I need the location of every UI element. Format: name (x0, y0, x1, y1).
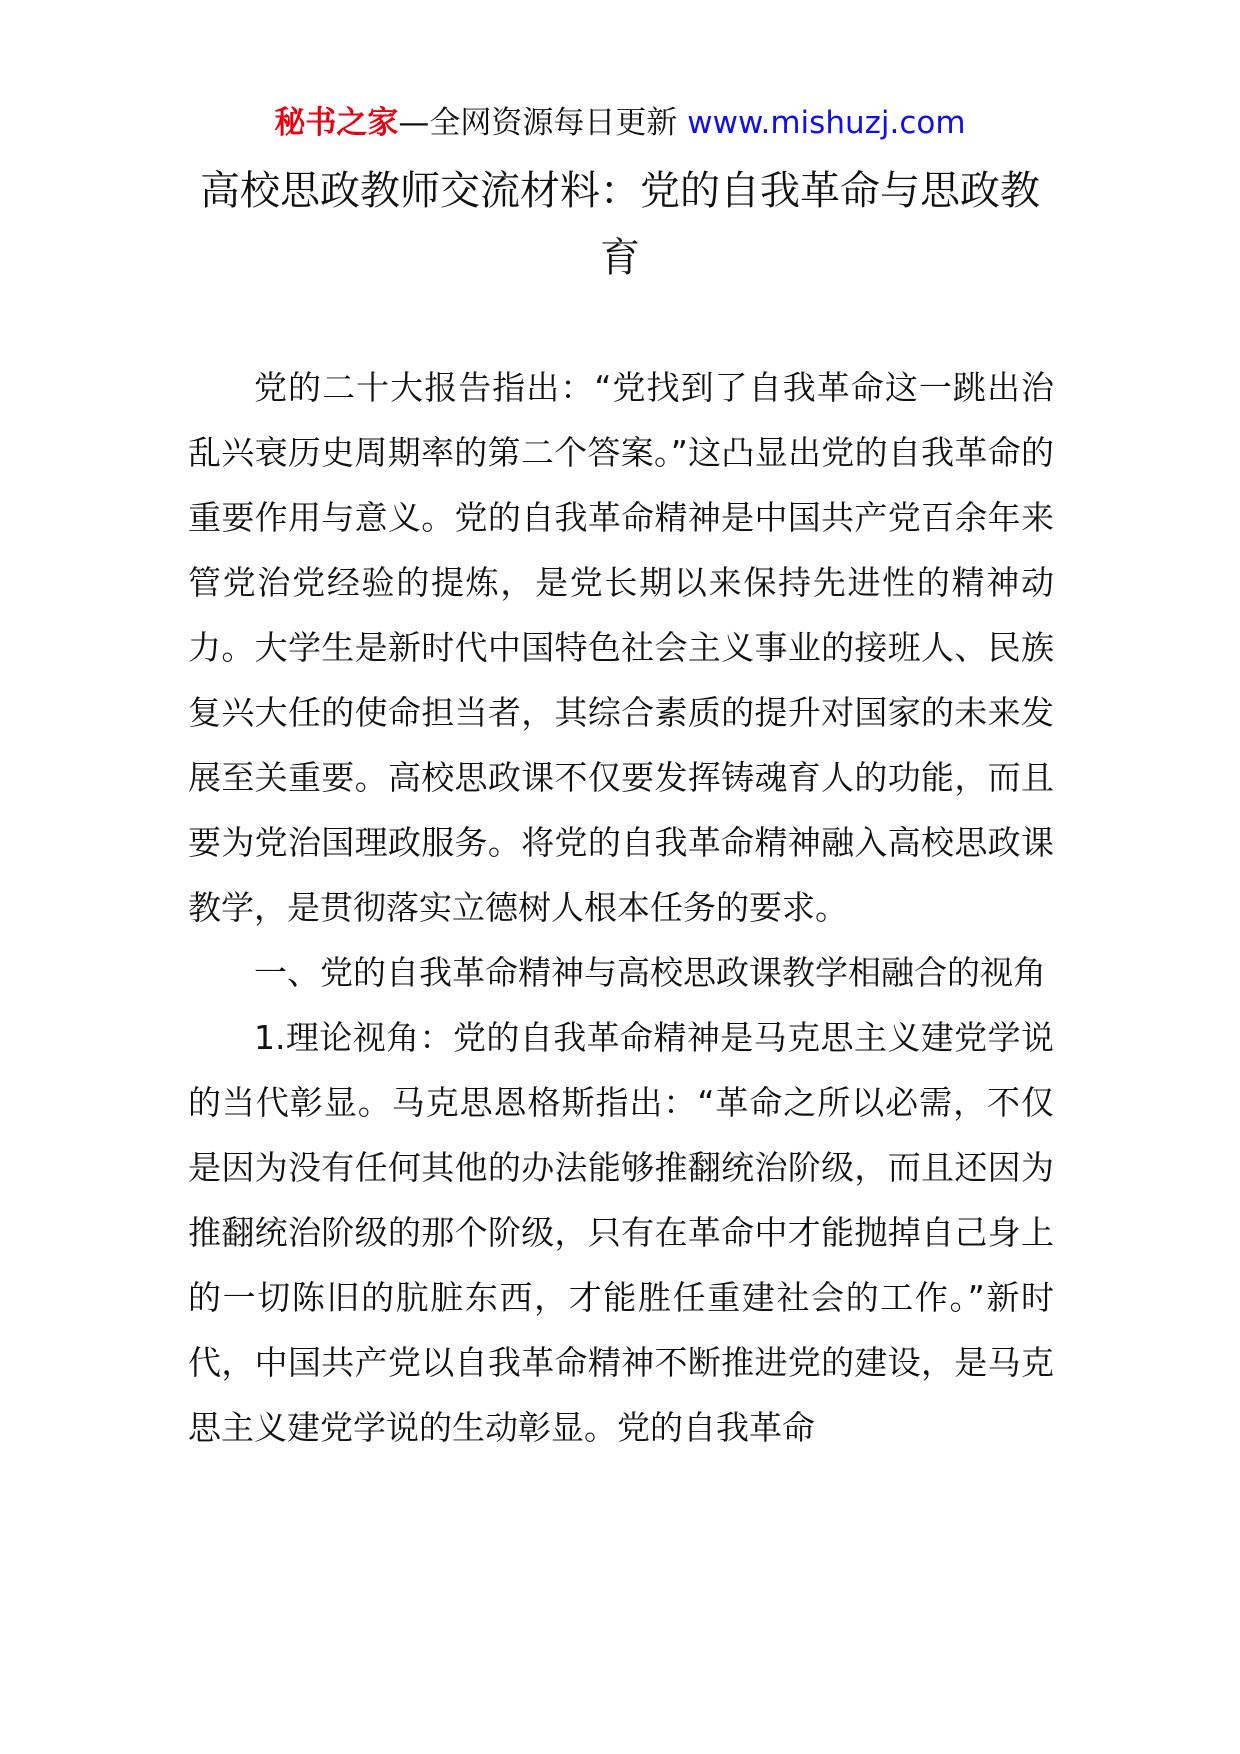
site-header (0, 98, 1240, 148)
site-brand: 秘书之家 (274, 105, 399, 141)
section-heading: 一、党的自我革命精神与高校思政课教学相融合的视角 (254, 953, 1046, 992)
theory-paragraph: 1.理论视角：党的自我革命精神是马克思主义建党学说的当代彰显。马克思恩格斯指出：“革命之所以必需，不仅是因为没有任何其他的办法能够推翻统治阶级，而且还因为推翻统治阶级的那个阶级，只有在革命中才能抛掉自己身上的一切陈旧的肮脏东西，才能胜任重建社会的工作。”新时代，中国共产党以自我革命精神不断推进党的建设，是马克思主义建党学说的生动彰显。党的自我革命 (188, 1018, 1054, 1447)
document-body (188, 355, 1054, 1460)
intro-paragraph: 党的二十大报告指出：“党找到了自我革命这一跳出治乱兴衰历史周期率的第二个答案。”这凸显出党的自我革命的重要作用与意义。党的自我革命精神是中国共产党百余年来管党治党经验的提炼，是党长期以来保持先进性的精神动力。大学生是新时代中国特色社会主义事业的接班人、民族复兴大任的使命担当者，其综合素质的提升对国家的未来发展至关重要。高校思政课不仅要发挥铸魂育人的功能，而且要为党治国理政服务。将党的自我革命精神融入高校思政课教学，是贯彻落实立德树人根本任务的要求。 (188, 368, 1054, 927)
document-title: 高校思政教师交流材料：党的自我革命与思政教育 (200, 168, 1040, 281)
site-url-link[interactable]: www.mishuzj.com (687, 105, 966, 141)
site-slogan: —全网资源每日更新 (398, 105, 678, 141)
